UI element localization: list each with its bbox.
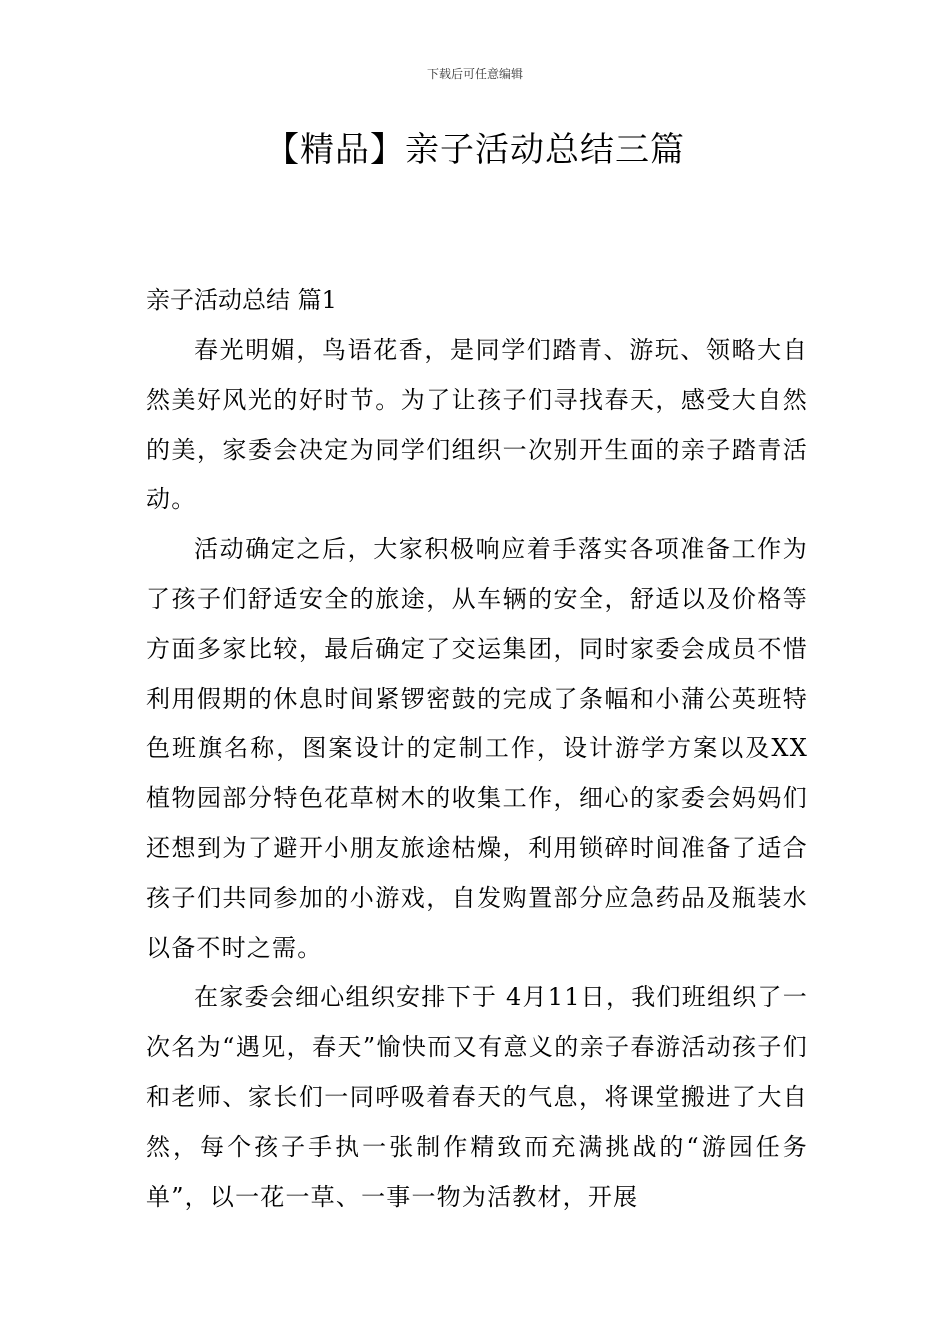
header-note: 下载后可任意编辑	[426, 67, 523, 81]
paragraph: 活动确定之后，大家积极响应着手落实各项准备工作为了孩子们舒适安全的旅途，从车辆的安全，舒适以及价格等方面多家比较，最后确定了交运集团，同时家委会成员不惜利用假期的休息时间紧锣密鼓的完成了条幅和小蒲公英班特色班旗名称，图案设计的定制工作，设计游学方案以及XX植物园部分特色花草树木的收集工作，细心的家委会妈妈们还想到为了避开小朋友旅途枯燥，利用锁碎时间准备了适合孩子们共同参加的小游戏，自发购置部分应急药品及瓶装水以备不时之需。	[146, 535, 808, 962]
paragraph: 春光明媚，鸟语花香，是同学们踏青、游玩、领略大自然美好风光的好时节。为了让孩子们寻找春天，感受大自然的美，家委会决定为同学们组织一次别开生面的亲子踏青活动。	[146, 336, 808, 514]
section-heading: 亲子活动总结 篇1	[146, 286, 337, 314]
body-text	[146, 326, 808, 1222]
paragraph: 在家委会细心组织安排下于 4月11日，我们班组织了一次名为“遇见，春天”愉快而又有意义的亲子春游活动孩子们和老师、家长们一同呼吸着春天的气息，将课堂搬进了大自然，每个孩子手执一张制作精致而充满挑战的“游园任务单”，以一花一草、一事一物为活教材，开展	[146, 983, 808, 1211]
document-title: 【精品】亲子活动总结三篇	[265, 130, 685, 170]
